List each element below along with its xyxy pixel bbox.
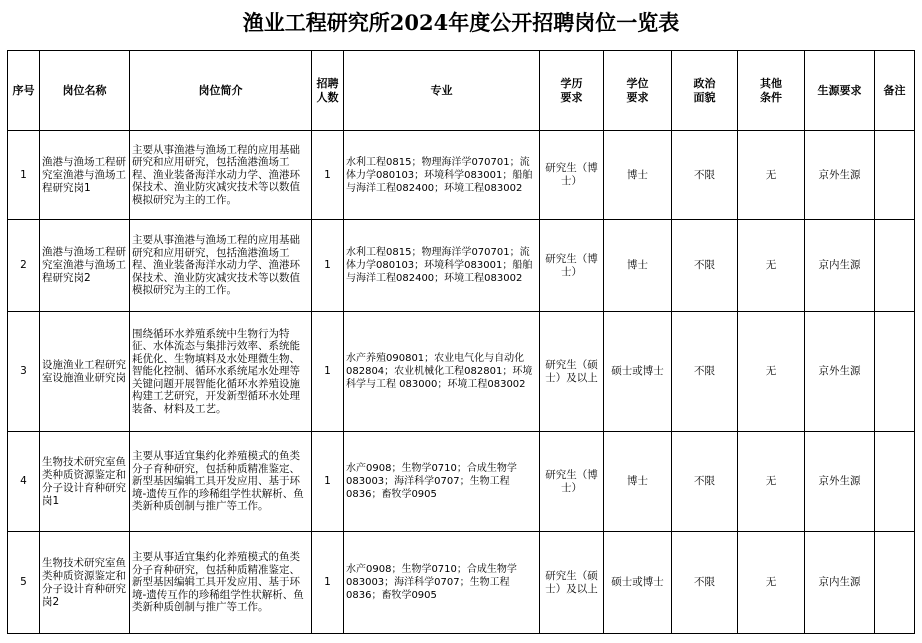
cell-name: 生物技术研究室鱼类种质资源鉴定和分子设计育种研究岗2 <box>40 532 130 634</box>
cell-oth: 无 <box>738 131 805 220</box>
cell-note <box>875 532 915 634</box>
cell-major: 水产养殖090801；农业电气化与自动化082804；农业机械化工程082801；环境科学与工程 083000；环境工程083002 <box>344 312 540 432</box>
cell-pol: 不限 <box>672 220 738 312</box>
cell-major: 水产0908；生物学0710；合成生物学083003；海洋科学0707；生物工程0836；畜牧学0905 <box>344 432 540 532</box>
cell-pol: 不限 <box>672 131 738 220</box>
cell-deg: 博士 <box>604 432 672 532</box>
cell-src: 京外生源 <box>805 312 875 432</box>
header-edu-line1: 学历 <box>560 76 583 90</box>
cell-oth: 无 <box>738 532 805 634</box>
cell-name: 生物技术研究室鱼类种质资源鉴定和分子设计育种研究岗1 <box>40 432 130 532</box>
header-oth-line1: 其他 <box>760 76 782 90</box>
cell-oth: 无 <box>738 432 805 532</box>
header-deg-line1: 学位 <box>626 76 649 90</box>
header-edu-line2: 要求 <box>560 90 583 104</box>
cell-note <box>875 312 915 432</box>
cell-edu: 研究生（博士） <box>540 432 604 532</box>
header-edu <box>540 51 604 131</box>
recruitment-table <box>7 50 915 634</box>
header-oth-line2: 条件 <box>760 90 782 104</box>
cell-src: 京外生源 <box>805 432 875 532</box>
header-oth <box>738 51 805 131</box>
cell-edu: 研究生（博士） <box>540 220 604 312</box>
cell-deg: 硕士或博士 <box>604 532 672 634</box>
cell-oth: 无 <box>738 220 805 312</box>
cell-intro: 主要从事渔港与渔场工程的应用基础研究和应用研究，包括渔港渔场工程、渔业装备海洋水动力学、渔港环保技术、渔业防灾减灾技术等以数值模拟研究为主的工作。 <box>130 220 312 312</box>
cell-pol: 不限 <box>672 432 738 532</box>
table-row <box>8 220 915 312</box>
cell-src: 京内生源 <box>805 532 875 634</box>
cell-num: 1 <box>312 220 344 312</box>
table-row <box>8 532 915 634</box>
cell-note <box>875 131 915 220</box>
header-intro: 岗位简介 <box>130 51 312 131</box>
cell-major: 水利工程0815；物理海洋学070701；流体力学080103；环境科学083001；船舶与海洋工程082400；环境工程083002 <box>344 131 540 220</box>
cell-seq: 1 <box>8 131 40 220</box>
cell-major: 水利工程0815；物理海洋学070701；流体力学080103；环境科学083001；船舶与海洋工程082400；环境工程083002 <box>344 220 540 312</box>
table-row <box>8 131 915 220</box>
cell-seq: 3 <box>8 312 40 432</box>
cell-src: 京内生源 <box>805 220 875 312</box>
header-num <box>312 51 344 131</box>
header-name: 岗位名称 <box>40 51 130 131</box>
cell-num: 1 <box>312 432 344 532</box>
header-num-line1: 招聘 <box>316 76 339 90</box>
cell-src: 京外生源 <box>805 131 875 220</box>
cell-pol: 不限 <box>672 532 738 634</box>
cell-num: 1 <box>312 131 344 220</box>
cell-intro: 主要从事适宜集约化养殖模式的鱼类分子育种研究，包括种质精准鉴定、新型基因编辑工具开发应用、基于环境-遗传互作的珍稀组学性状解析、鱼类新种质创制与推广等工作。 <box>130 532 312 634</box>
cell-deg: 博士 <box>604 220 672 312</box>
cell-num: 1 <box>312 312 344 432</box>
header-seq: 序号 <box>8 51 40 131</box>
header-deg-line2: 要求 <box>626 90 649 104</box>
cell-seq: 5 <box>8 532 40 634</box>
header-pol-line1: 政治 <box>693 76 716 90</box>
cell-deg: 博士 <box>604 131 672 220</box>
cell-name: 渔港与渔场工程研究室渔港与渔场工程研究岗1 <box>40 131 130 220</box>
cell-edu: 研究生（博士） <box>540 131 604 220</box>
header-row <box>8 51 915 131</box>
cell-num: 1 <box>312 532 344 634</box>
header-num-line2: 人数 <box>316 90 339 104</box>
header-deg <box>604 51 672 131</box>
cell-name: 渔港与渔场工程研究室渔港与渔场工程研究岗2 <box>40 220 130 312</box>
cell-seq: 2 <box>8 220 40 312</box>
header-major: 专业 <box>344 51 540 131</box>
cell-note <box>875 432 915 532</box>
cell-deg: 硕士或博士 <box>604 312 672 432</box>
table-row <box>8 432 915 532</box>
header-pol-line2: 面貌 <box>693 90 716 104</box>
cell-name: 设施渔业工程研究室设施渔业研究岗 <box>40 312 130 432</box>
header-note: 备注 <box>875 51 915 131</box>
page-title: 渔业工程研究所2024年度公开招聘岗位一览表 <box>242 10 680 35</box>
cell-edu: 研究生（硕士）及以上 <box>540 312 604 432</box>
cell-seq: 4 <box>8 432 40 532</box>
header-src: 生源要求 <box>805 51 875 131</box>
cell-edu: 研究生（硕士）及以上 <box>540 532 604 634</box>
cell-intro: 主要从事渔港与渔场工程的应用基础研究和应用研究，包括渔港渔场工程、渔业装备海洋水动力学、渔港环保技术、渔业防灾减灾技术等以数值模拟研究为主的工作。 <box>130 131 312 220</box>
cell-intro: 主要从事适宜集约化养殖模式的鱼类分子育种研究，包括种质精准鉴定、新型基因编辑工具开发应用、基于环境-遗传互作的珍稀组学性状解析、鱼类新种质创制与推广等工作。 <box>130 432 312 532</box>
header-pol <box>672 51 738 131</box>
cell-major: 水产0908；生物学0710；合成生物学083003；海洋科学0707；生物工程0836；畜牧学0905 <box>344 532 540 634</box>
cell-pol: 不限 <box>672 312 738 432</box>
table-row <box>8 312 915 432</box>
cell-note <box>875 220 915 312</box>
cell-intro: 围绕循环水养殖系统中生物行为特征、水体流态与集排污效率、系统能耗优化、生物填料及水处理微生物、智能化控制、循环水系统尾水处理等关键问题开展智能化循环水养殖设施构建工艺研究，开发新型循环水处理装备、材料及工艺。 <box>130 312 312 432</box>
cell-oth: 无 <box>738 312 805 432</box>
